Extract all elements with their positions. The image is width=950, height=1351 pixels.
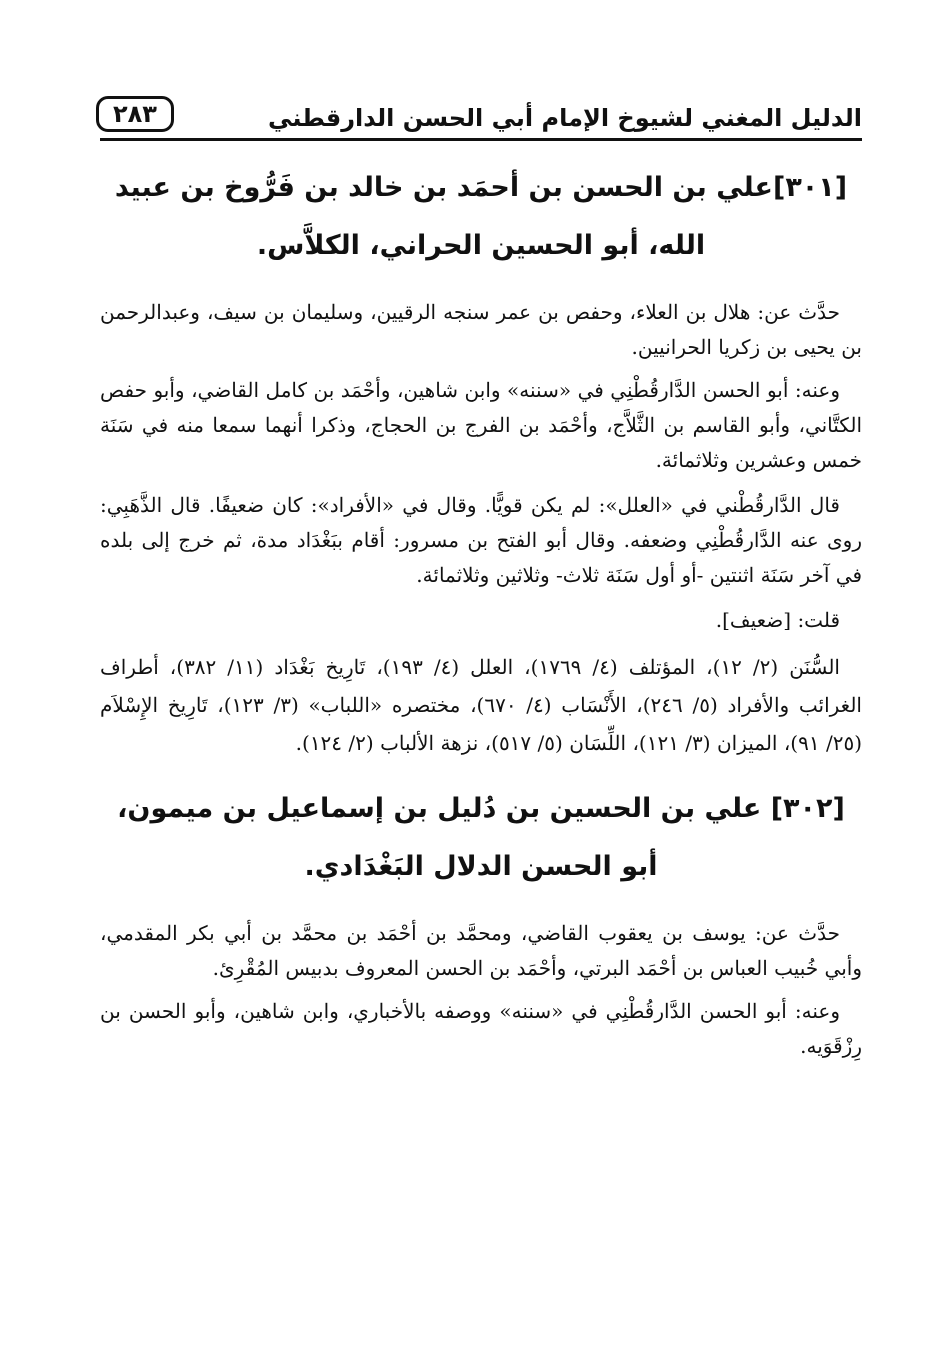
entry-302 bbox=[100, 780, 862, 1064]
narrated-from-paragraph: حدَّث عن: يوسف بن يعقوب القاضي، ومحمَّد بن أحْمَد بن محمَّد بن أبي بكر المقدمي، وأبي خُبيب العباس بن أحْمَد البرتي، وأحْمَد بن الحسن المعروف بدبيس المُقْرِئ. bbox=[100, 921, 862, 980]
header-title: الدليل المغني لشيوخ الإمام أبي الحسن الدارقطني bbox=[268, 104, 862, 132]
entry-heading: [٣٠١]علي بن الحسن بن أحمَد بن خالد بن فَرُّوخ بن عبيد الله، أبو الحسين الحراني، الكلاَّس. bbox=[114, 172, 848, 261]
verdict-paragraph: قلت: [ضعيف]. bbox=[715, 608, 840, 632]
sources-paragraph: السُّنَن (٢/ ١٢)، المؤتلف (٤/ ١٧٦٩)، العلل (٤/ ١٩٣)، تَارِيخ بَغْدَاد (١١/ ٣٨٢)، أطراف الغرائب والأفراد (٥/ ٢٤٦)، الأَنْسَاب (٤/ ٦٧٠)، مختصره «اللباب» (٣/ ١٢٣)، تَارِيخ الإِسْلاَم (٢٥/ ٩١)، الميزان (٣/ ١٢١)، اللِّسَان (٥/ ٥١٧)، نزهة الألباب (٢/ ١٢٤). bbox=[100, 655, 862, 755]
narrated-from-paragraph: حدَّث عن: هلال بن العلاء، وحفص بن عمر سنجه الرقيين، وسليمان بن سيف، وعبدالرحمن بن يحيى بن زكريا الحرانيين. bbox=[100, 300, 862, 359]
running-header bbox=[100, 88, 862, 141]
entry-heading: [٣٠٢] علي بن الحسين بن دُليل بن إسماعيل بن ميمون، أبو الحسن الدلال البَغْدَادي. bbox=[117, 793, 845, 882]
critique-paragraph: قال الدَّارقُطْني في «العلل»: لم يكن قويًّا. وقال في «الأفراد»: كان ضعيفًا. قال الذَّهَبِي: روى عنه الدَّارقُطْنِي وضعفه. وقال أبو الفتح بن مسرور: أقام ببَغْدَاد مدة، ثم خرج إلى بلده في آخر سَنَة اثنتين -أو أول سَنَة ثلاث- وثلاثين وثلاثمائة. bbox=[100, 493, 862, 587]
page-number: ٢٨٣ bbox=[96, 96, 174, 132]
entry-301 bbox=[100, 159, 862, 762]
narrated-by-paragraph: وعنه: أبو الحسن الدَّارقُطْنِي في «سننه» وابن شاهين، وأحْمَد بن كامل القاضي، وأبو حفص الكتَّاني، وأبو القاسم بن الثَّلاَّج، وأحْمَد بن الفرج بن الحجاج، وذكرا أنهما سمعا منه في سَنَة خمس وعشرين وثلاثمائة. bbox=[100, 378, 862, 472]
narrated-by-paragraph: وعنه: أبو الحسن الدَّارقُطْنِي في «سننه» ووصفه بالأخباري، وابن شاهين، وأبو الحسن بن رِزْقَوَيه. bbox=[100, 999, 862, 1058]
